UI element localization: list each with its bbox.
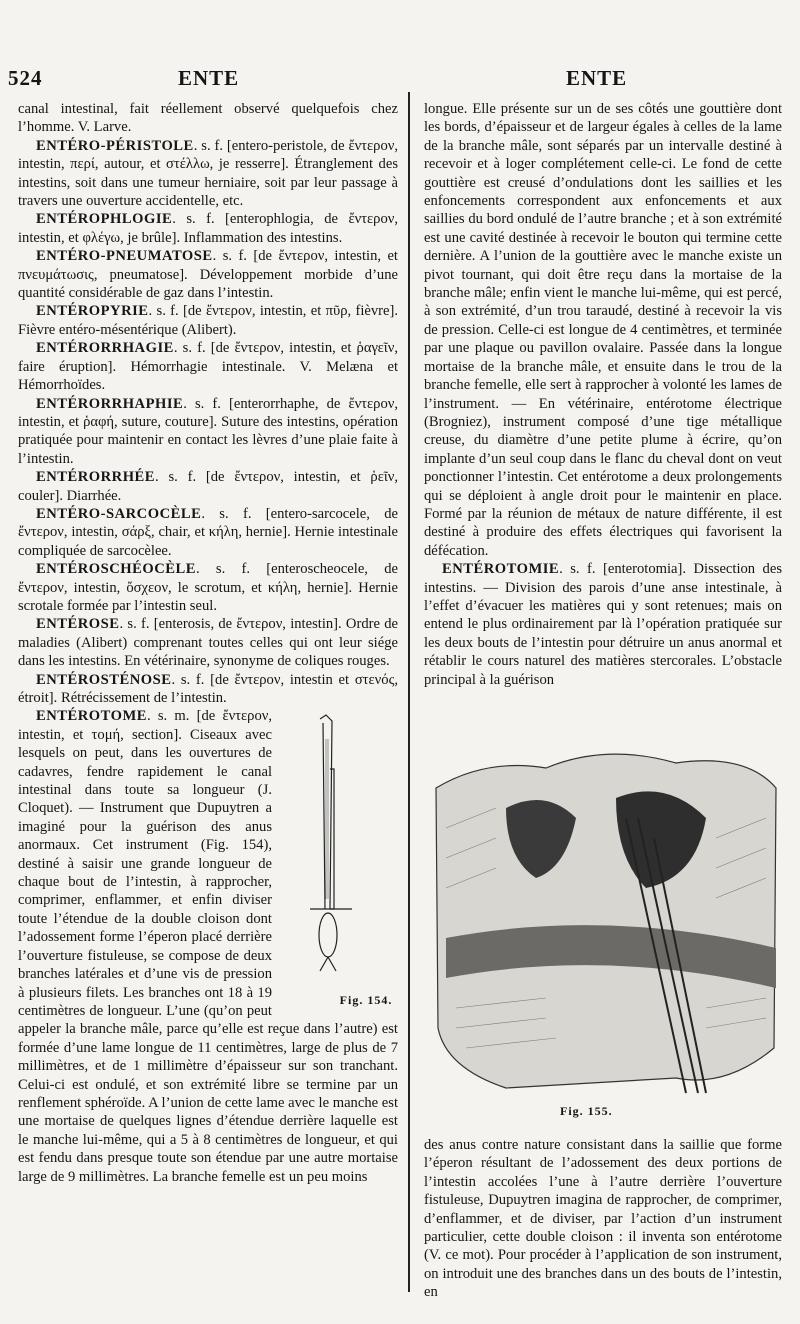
entry-enterorrhaphie xyxy=(18,395,398,469)
paragraph-continued: canal intestinal, fait réellement observé quelquefois chez l’homme. V. Larve. xyxy=(18,101,398,136)
entry-body: . s. f. [de ἔντερον, intestin, et ῥαγεῖν, faire éruption]. Hémorrhagie intestinale. V. Melæna et Hémorrhoïdes. xyxy=(18,340,398,394)
headword: ENTÉROSE xyxy=(36,616,120,633)
entry-enterorrhagie xyxy=(18,339,398,394)
entry-enterose xyxy=(18,615,398,670)
headword: ENTÉRORRHÉE xyxy=(36,469,156,486)
headword: ENTÉRO-SARCOCÈLE xyxy=(36,505,202,522)
headword: ENTÉROSCHÉOCÈLE xyxy=(36,561,196,578)
column-rule xyxy=(408,92,410,1292)
entry-enterostenose xyxy=(18,671,398,708)
page-number: 524 xyxy=(8,66,43,90)
entry-body: . s. f. [enterosis, de ἔντερον, intestin]. Ordre de maladies (Alibert) comprenant toutes celles qui ont leur siége dans les intestins. En vétérinaire, synonyme de coliques rouges. xyxy=(18,616,398,670)
headword: ENTÉROPYRIE xyxy=(36,303,149,320)
entry-enterotome xyxy=(18,707,398,1186)
running-head-right: ENTE xyxy=(566,66,628,90)
paragraph: des anus contre nature consistant dans la saillie que forme l’éperon résultant de l’adossement des deux portions de l’intestin accolées l’une à l’autre derrière l’ouverture fistuleuse, Dupuytren imagina de rapprocher, de comprimer, d’enflammer, et de diviser, par l’action d’un instrument particulier, cette double cloison : il inventa son entérotome (V. ce mot). Pour procéder à l’application de son instrument, on introduit une des branches dans un des bouts de l’intestin, en xyxy=(424,1137,782,1301)
entry-enterotomie xyxy=(424,560,782,689)
paragraph-continued: longue. Elle présente sur un de ses côtés une gouttière dont les bords, d’épaisseur et de largeur égales à celles de la lame de la branche mâle, sont séparés par un intervalle destiné à recevoir et à loger complétement celle-ci. Le fond de cette gouttière est creusé d’ondulations dont les saillies et les enfoncements correspondent aux enfoncements et aux saillies du bord ondulé de l’autre branche ; et à son extrémité est une cavité destinée à recevoir le bouton qui termine cette dernière. A l’union de la gouttière avec le manche existe un pivot tournant, qui doit être reçu dans la mortaise de la branche mâle; enfin vient le manche lui-même, qui est percé, à son extrémité, d’un trou taraudé, destiné à recevoir la vis de pression. Celle-ci est longue de 4 centimètres, et terminée par une plaque ou pavillon ovalaire. Passée dans la longue mortaise de la branche mâle, et ensuite dans le trou de la branche femelle, elle sert à rapprocher à volonté les lames de l’instrument. — En vétérinaire, entérotome électrique (Brogniez), instrument composé d’une tige métallique creuse, du diamètre d’une petite plume à écrire, qu’on implante d’un seul coup dans le flanc du cheval dont on veut ponctionner l’intestin. Cet entérotome a deux prolongements qui se déploient à angle droit pour le maintenir en place. Formé par la réunion de métaux de nature différente, il est destiné à produire des effets électriques qui favorisent la défécation. xyxy=(424,101,782,559)
left-column xyxy=(18,100,398,1186)
entry-body: . s. f. [de ἔντερον, intestin, et πνευμάτωσις, pneumatose]. Développement morbide d’une quantité considérable de gaz dans l’intestin. xyxy=(18,248,398,302)
headword: ENTÉROPHLOGIE xyxy=(36,211,173,228)
entry-body: . s. f. [de ἔντερον, intestin, et πῦρ, fièvre]. Fièvre entéro-mésentérique (Alibert). xyxy=(18,303,398,338)
entry-enteroscheocele xyxy=(18,560,398,615)
entry-body: . s. f. [entero-sarcocele, de ἔντερον, intestin, σάρξ, chair, et κήλη, hernie]. Hernie intestinale compliquée de sarcocèlee. xyxy=(18,505,398,559)
headword: ENTÉRO-PNEUMATOSE xyxy=(36,248,213,265)
figure-155-caption: Fig. 155. xyxy=(560,1104,613,1118)
headword: ENTÉROSTÉNOSE xyxy=(36,671,172,688)
entry-body: . s. f. [de ἔντερον, intestin, et ῥεῖν, couler]. Diarrhée. xyxy=(18,469,398,504)
entry-entero-peristole xyxy=(18,137,398,211)
entry-entero-sarcocele xyxy=(18,505,398,560)
headword: ENTÉRORRHAPHIE xyxy=(36,395,184,412)
entry-entero-pneumatose xyxy=(18,247,398,302)
entry-body: . s. f. [entero-peristole, de ἔντερον, intestin, περί, autour, et στέλλω, je resserre]. Étranglement des intestins, soit dans une tumeur herniaire, soit par leur passage à travers une ouverture accidentelle, etc. xyxy=(18,137,398,210)
headword: ENTÉROTOME xyxy=(36,708,147,725)
right-column xyxy=(424,100,782,689)
headword: ENTÉRORRHAGIE xyxy=(36,340,174,357)
entry-body: . s. f. [enteroscheocele, de ἔντερον, intestin, ὄσχεον, le scrotum, et κήλη, hernie]. Hernie scrotale formée par l’intestin seul. xyxy=(18,561,398,614)
entry-body: . s. f. [enterophlogia, de ἔντερον, intestin, et φλέγω, je brûle]. Inflammation des intestins. xyxy=(18,211,398,246)
entry-body: . s. m. [de ἔντερον, intestin, et τομή, section]. Ciseaux avec lesquels on peut, dans les ouvertures de cadavres, fendre rapidement le canal intestinal dans toute sa longueur (J. Cloquet). — Instrument que Dupuytren a imaginé pour la guérison des anus anormaux. Cet instrument (Fig. 154), destiné à saisir une grande longueur de chaque bout de l’intestin, à rapprocher, comprimer, enflammer, et enfin diviser toute l’étendue de la double cloison dont l’adossement forme l’éperon placé derrière l’ouverture fistuleuse, se compose de deux branches latérales et d’une vis de pression à plusieurs filets. Les branches ont 18 à 19 centimètres de longueur. L’une (qu’on peut appeler la branche mâle, parce qu’elle est reçue dans l’autre) est formée d’une lame longue de 11 centimètres, large de plus de 7 millimètres, et de 1 millimètre d’épaisseur sur son tranchant. Celui-ci est ondulé, et son extrémité libre se termine par un renflement sphéroïde. A l’union de cette lame avec le manche est une mortaise de quelques lignes d’étendue derrière laquelle est le manche lui-même, qui a 5 à 8 centimètres de longueur, et qui est fendu dans presque toute son étendue par une autre mortaise large de 9 millimètres. La branche femelle est un peu moins xyxy=(18,708,398,1185)
entry-body: . s. f. [enterotomia]. Dissection des intestins. — Division des parois d’une anse intestinale, à l’effet d’évacuer les matières qui y sont retenues; mais on entend le plus ordinairement par là l’opération pratiquée sur les deux bouts de l’intestin pour détruire un anus anormal et rétablir le cours naturel des matières stercorales. L’obstacle principal à la guérison xyxy=(424,561,782,688)
running-head-left: ENTE xyxy=(178,66,240,90)
figure-154-caption: Fig. 154. xyxy=(339,993,393,1007)
entry-enterophlogie xyxy=(18,210,398,247)
right-column-bottom xyxy=(424,1136,782,1302)
figure-154 xyxy=(280,709,398,1009)
entry-enterorrhee xyxy=(18,468,398,505)
enterotome-illustration xyxy=(290,709,390,979)
headword: ENTÉROTOMIE xyxy=(442,561,560,578)
headword: ENTÉRO-PÉRISTOLE xyxy=(36,137,194,154)
figure-155-engraving xyxy=(426,748,782,1110)
entry-body: . s. f. [de ἔντερον, intestin et στενός, étroit]. Rétrécissement de l’intestin. xyxy=(18,671,398,706)
entry-body: . s. f. [enterorrhaphe, de ἔντερον, intestin, et ῥαφή, suture, couture]. Suture des intestins, opération pratiquée pour maintenir en contact les lèvres d’une plaie faite à l’intestin. xyxy=(18,395,398,467)
entry-enteropyrie xyxy=(18,302,398,339)
